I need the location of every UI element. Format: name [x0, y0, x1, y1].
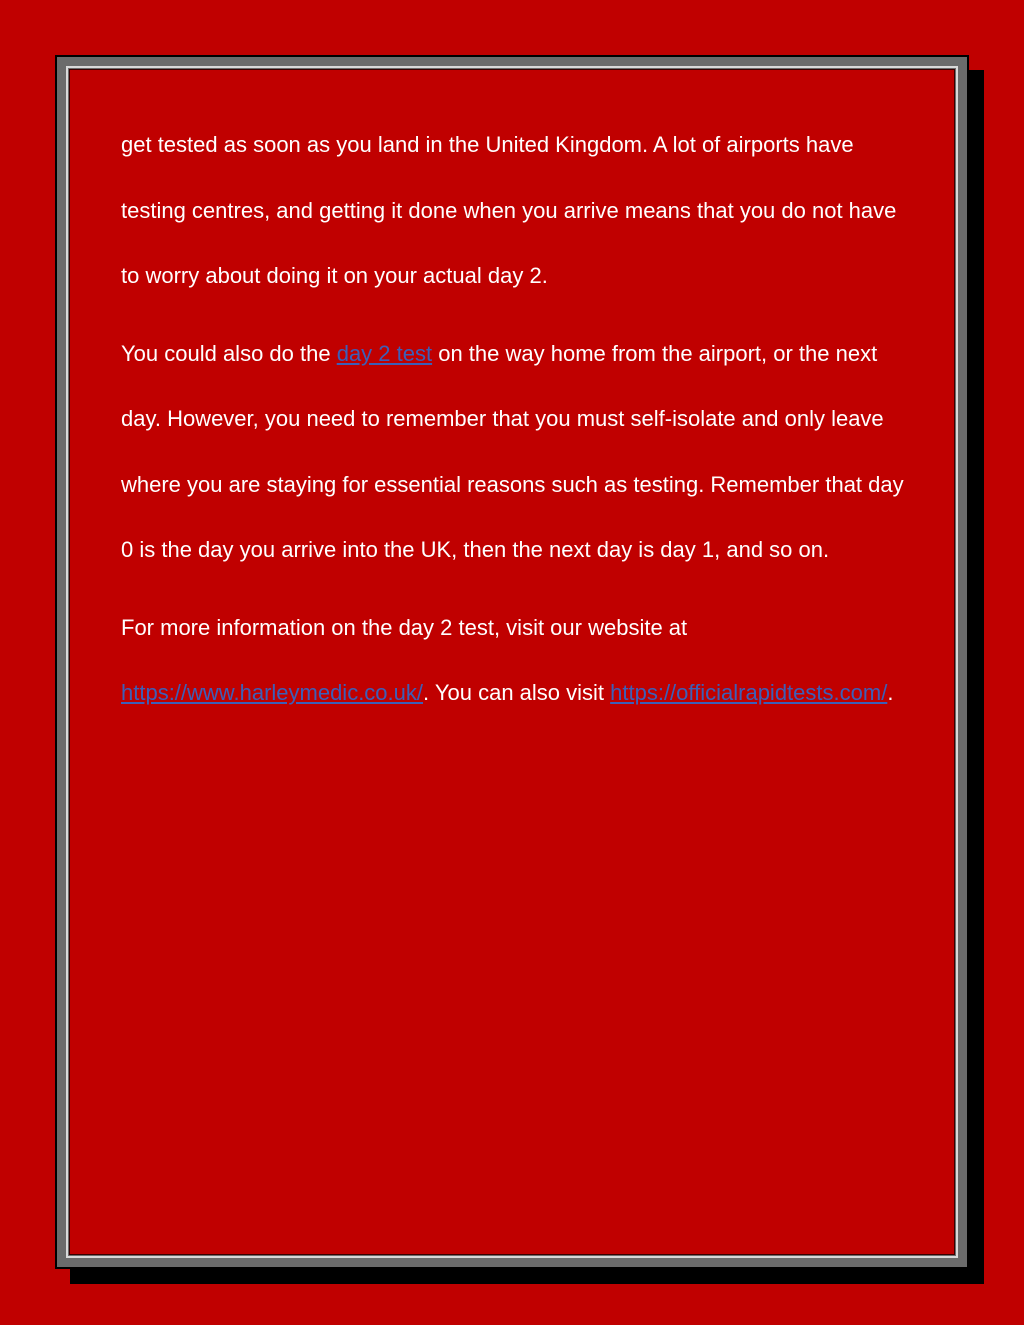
- paragraph-3-text-after: .: [887, 680, 894, 705]
- paragraph-2-text-before: You could also do the: [121, 340, 337, 366]
- harleymedic-link[interactable]: https://www.harleymedic.co.uk/: [121, 680, 424, 705]
- officialrapidtests-link[interactable]: https://officialrapidtests.com/: [610, 680, 888, 705]
- paragraph-1-text: get tested as soon as you land in the United Kingdom. A lot of airports have testing centres, and getting it done when you arrive means that you do not have to worry about doing it on your actual day 2.: [121, 132, 897, 288]
- paragraph-3: [121, 595, 911, 726]
- paragraph-2: [121, 321, 911, 583]
- paragraph-2-text-after: on the way home from the airport, or the next day. However, you need to remember that you must self-isolate and only leave where you are staying for essential reasons such as testing. Remember that day 0 is the day you arrive into the UK, then the next day is day 1, and so on.: [121, 340, 904, 562]
- paragraph-3-text-middle: . You can also visit: [423, 680, 611, 705]
- document-body: [121, 112, 911, 738]
- paragraph-1: [121, 112, 911, 309]
- paragraph-3-text-before: For more information on the day 2 test, visit our website at: [121, 614, 688, 640]
- day-2-test-link[interactable]: day 2 test: [336, 340, 433, 366]
